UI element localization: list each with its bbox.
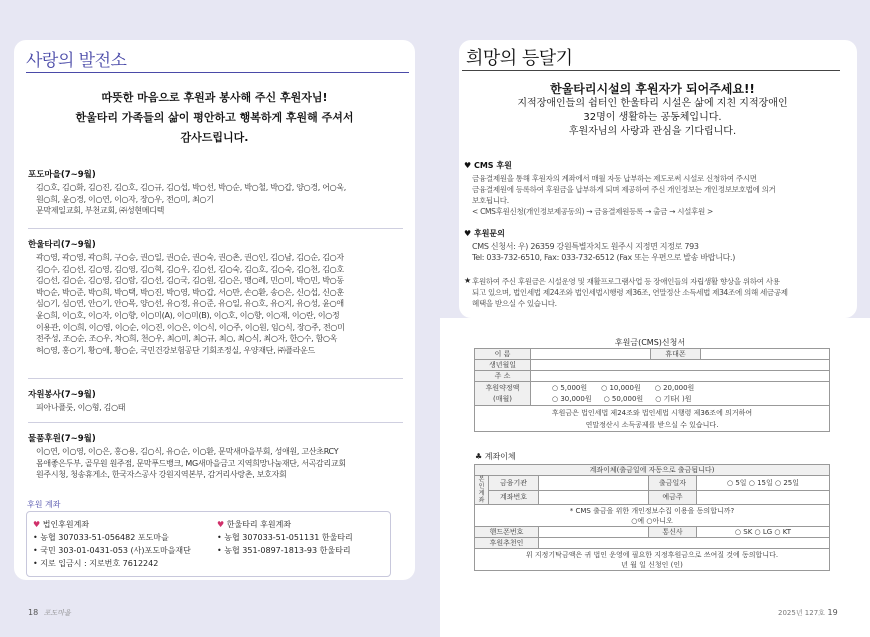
intro-line-2: 한울타리 가족들의 삶이 평안하고 행복하게 후원해 주셔서	[75, 111, 354, 124]
amount-option[interactable]: ○ 50,000원	[603, 394, 644, 403]
inquiry-title: 후원문의	[473, 229, 505, 238]
note-line: 후원하여 주신 후원금은 시설운영 및 재활프로그램사업 등 장애인들의 자립생활 향상을 위하여 사용	[472, 277, 780, 286]
carrier-label: 통신사	[649, 527, 697, 538]
holder-field[interactable]	[697, 490, 830, 505]
cms-line: 금융결제원을 통해 후원자의 계좌에서 매월 자동 납부하는 제도로써 시설로 신청하여 주시면	[472, 174, 757, 183]
account-title: 법인후원계좌	[42, 520, 90, 529]
issue-number: 2025년 127호	[778, 609, 825, 617]
agreement-row	[475, 549, 830, 571]
account-item: • 지로 입금시 : 지로번호 7612242	[33, 559, 159, 568]
own-account-label: 본인 계좌	[475, 476, 489, 505]
names-line: 김○수, 김○선, 김○영, 김○영, 김○혁, 김○우, 김○선, 김○숙, 김○호, 김○숙, 김○천, 김○호	[36, 264, 344, 274]
section-divider	[28, 422, 403, 423]
address-label: 주 소	[475, 371, 531, 382]
agreement-text: 위 지정기탁금액은 귀 법인 운영에 필요한 지정후원금으로 쓰여질 것에 동의합니다.	[525, 550, 779, 559]
cms-line: < CMS후원신청(개인정보제공동의) → 금융결제원등록 → 출금 → 시설후원 >	[472, 207, 714, 216]
section-names-volunteer	[36, 402, 406, 414]
withdraw-date-label: 출금일자	[649, 476, 697, 491]
names-line: 심○기, 심○연, 안○기, 안○목, 양○선, 유○정, 유○준, 유○일, 유○호, 유○지, 유○성, 윤○애	[36, 299, 344, 309]
account-section-label: 후원 계좌	[27, 500, 61, 509]
section-title-goods: 물품후원(7~9월)	[28, 434, 96, 444]
section-divider	[28, 228, 403, 229]
address-field[interactable]	[531, 371, 830, 382]
names-line: 김○호, 김○화, 김○진, 김○호, 김○규, 김○섭, 박○선, 박○순, 박○철, 박○갑, 양○경, 어○욱,	[36, 183, 347, 192]
consent-options[interactable]: ○예 ○아니오	[631, 516, 673, 525]
names-line: 문막제일교회, 부천교회, ㈜성현메디텍	[36, 206, 165, 216]
star-icon: ★	[464, 276, 472, 285]
signature-line[interactable]: 년 월 일 신청인 (인)	[621, 560, 683, 569]
form-title: 후원금(CMS)신청서	[614, 338, 686, 347]
sub-line: 32명이 생활하는 공동체입니다.	[583, 112, 722, 123]
account-item: • 농협 307033-51-051131 한울타리	[217, 533, 353, 542]
names-line: 이용관, 이○희, 이○영, 이○순, 이○진, 이○은, 이○식, 이○주, 이○원, 임○식, 장○주, 전○미	[36, 322, 345, 332]
club-icon: ♣	[475, 452, 483, 461]
notice-line: 연말정산시 소득공제를 받으실 수 있습니다.	[585, 420, 719, 429]
folio-right	[778, 608, 838, 618]
notice-line: 후원금은 법인세법 제24조와 법인세법 시행령 제36조에 의거하여	[551, 408, 753, 417]
section-names-hanultari	[36, 252, 406, 356]
holder-label: 예금주	[649, 490, 697, 505]
account-no-field[interactable]	[539, 490, 649, 505]
account-no-label: 계좌번호	[489, 490, 539, 505]
names-line: 원주시청, 청송휴게소, 한국자스공사 강원지역본부, 감거리사랑촌, 보호자회	[36, 470, 287, 480]
section-title-hanultari: 한울타리(7~9월)	[28, 240, 96, 250]
amount-option[interactable]: ○ 20,000원	[654, 383, 695, 392]
corporate-account	[33, 518, 191, 570]
heart-icon: ♥	[33, 520, 41, 529]
amount-option[interactable]: ○ 10,000원	[601, 383, 641, 392]
transfer-title: 계좌이체	[484, 452, 516, 461]
title-divider	[462, 70, 840, 71]
inquiry-description	[472, 241, 832, 263]
amount-option[interactable]: ○ 30,000원	[552, 394, 592, 403]
section-names-podo	[36, 182, 406, 217]
phone-label: 휴대폰	[651, 349, 701, 360]
headline: 한울타리시설의 후원자가 되어주세요!!	[550, 82, 755, 96]
account-item: • 농협 351-0897-1813-93 한울타리	[217, 546, 351, 555]
consent-question: * CMS 출금을 위한 개인정보수집 이용을 동의합니까?	[569, 506, 735, 515]
page-title-love-power: 사랑의 발전소	[26, 51, 127, 71]
recommender-field[interactable]	[539, 538, 830, 549]
names-line: 곽○영, 곽○영, 곽○희, 구○승, 권○일, 권○순, 권○숙, 권○촌, 권○인, 김○남, 김○순, 김○자	[36, 253, 344, 262]
bank-field[interactable]	[539, 476, 649, 491]
page-number: 19	[827, 608, 838, 617]
form-notice	[475, 406, 830, 432]
recommender-label: 후원추천인	[475, 538, 539, 549]
bank-label: 금융기관	[489, 476, 539, 491]
amount-label	[475, 382, 531, 406]
application-form-table	[474, 348, 830, 432]
amount-options	[531, 382, 830, 406]
hanultari-account	[217, 518, 353, 557]
account-box	[26, 511, 391, 577]
folio-left	[28, 608, 71, 618]
tax-note	[472, 276, 832, 309]
cms-description	[472, 173, 832, 217]
amount-label-line: 후원약정액	[485, 383, 520, 392]
section-title-podo: 포도마을(7~9월)	[28, 170, 96, 180]
section-title-volunteer: 자원봉사(7~9월)	[28, 390, 96, 400]
sub-line: 지적장애인들의 쉼터인 한울타리 시설은 삶에 지친 지적장애인	[517, 98, 788, 109]
inquiry-line: Tel: 033-732-6510, Fax: 033-732-6512 (Fax 또는 우편으로 발송 바랍니다.)	[472, 253, 736, 262]
cms-section	[464, 160, 512, 171]
names-line: 이○연, 이○영, 이○은, 홍○용, 김○식, 유○순, 이○환, 문막새마을부회, 성애원, 고산초RCY	[36, 447, 339, 456]
note-line: 혜택을 받으실 수 있습니다.	[472, 299, 557, 308]
heart-icon: ♥	[464, 229, 472, 238]
intro-line-1: 따뜻한 마음으로 후원과 봉사해 주신 후원자님!	[101, 91, 328, 104]
phone-field[interactable]	[701, 349, 830, 360]
names-line: 김○선, 김○순, 김○영, 김○람, 김○선, 김○국, 김○원, 김○은, 맹○례, 민○미, 박○민, 박○동	[36, 276, 344, 286]
heart-icon: ♥	[217, 520, 225, 529]
page-title-hope: 희망의 등달기	[466, 48, 573, 69]
title-divider	[26, 72, 409, 73]
names-line: 전주성, 조○순, 조○우, 차○희, 천○우, 최○미, 최○규, 최○, 최○식, 최○자, 한○수, 함○옥	[36, 334, 338, 344]
names-line: 허○영, 홍○기, 황○애, 황○순, 국민건강보험공단 기회조정실, 우양재단, ㈜플라운드	[36, 345, 315, 355]
transfer-form-table	[474, 464, 830, 571]
names-line: 원○희, 윤○경, 이○연, 이○자, 장○우, 전○미, 최○기	[36, 194, 214, 204]
name-label: 이 름	[475, 349, 531, 360]
heart-icon: ♥	[464, 161, 472, 170]
section-divider	[28, 378, 403, 379]
sub-line: 후원자님의 사랑과 관심을 기다립니다.	[568, 126, 737, 137]
carrier-options[interactable]: ○ SK ○ LG ○ KT	[697, 527, 830, 538]
mobile-field[interactable]	[539, 527, 649, 538]
transfer-header: 계좌이체(출금일에 자동으로 출금됩니다)	[475, 465, 830, 476]
names-line: 박○순, 박○준, 박○희, 박○택, 박○진, 박○영, 박○갑, 서○만, 손○환, 송○은, 신○섭, 신○훈	[36, 287, 344, 297]
intro-line-3: 감사드립니다.	[180, 131, 249, 144]
names-line: 몸애좋은두부, 골무원 원주점, 문막푸드뱅크, MG새마을금고 지역희망나눔재단, 서곡감리교회	[36, 458, 346, 468]
mobile-label: 핸드폰번호	[475, 527, 539, 538]
withdraw-date-options[interactable]: ○ 5일 ○ 15일 ○ 25일	[697, 476, 830, 491]
amount-label-line: (매월)	[493, 394, 512, 403]
account-title: 한울타리 후원계좌	[226, 520, 292, 529]
name-field[interactable]	[531, 349, 651, 360]
names-line: 윤○희, 이○호, 이○자, 이○향, 이○미(A), 이○미(B), 이○호, 이○향, 이○재, 이○란, 이○정	[36, 310, 340, 320]
brand-logo-text: 포도마을	[43, 609, 71, 617]
inquiry-section	[464, 228, 505, 239]
transfer-section	[475, 451, 516, 462]
birth-field[interactable]	[531, 360, 830, 371]
names-line: 피아나플룻, 이○형, 김○태	[36, 403, 126, 412]
amount-option[interactable]: ○ 5,000원	[552, 383, 588, 392]
note-line: 되고 있으며, 법인세법 제24조와 법인세법시행령 제36조, 연말정산 소득세법 제34조에 의해 세금공제	[472, 288, 788, 297]
amount-option[interactable]: ○ 기타( )원	[655, 394, 692, 403]
inquiry-line: CMS 신청서: 우) 26359 강원특별자치도 원주시 지정면 지정로 793	[472, 242, 699, 251]
consent-row	[475, 505, 830, 527]
cms-line: 보호됩니다.	[472, 196, 509, 205]
page-number: 18	[28, 608, 39, 617]
birth-label: 생년월일	[475, 360, 531, 371]
cms-line: 금융결제원에 등록하여 후원금을 납부하게 되며 제공하여 주신 개인정보는 개인정보보호법에 의거	[472, 185, 776, 194]
account-item: • 국민 303-01-0431-053 (사)포도마을재단	[33, 546, 191, 555]
cms-title: CMS 후원	[473, 161, 512, 170]
subheadline	[459, 97, 846, 139]
section-names-goods	[36, 446, 406, 481]
account-item: • 농협 307033-51-056482 포도마을	[33, 533, 169, 542]
